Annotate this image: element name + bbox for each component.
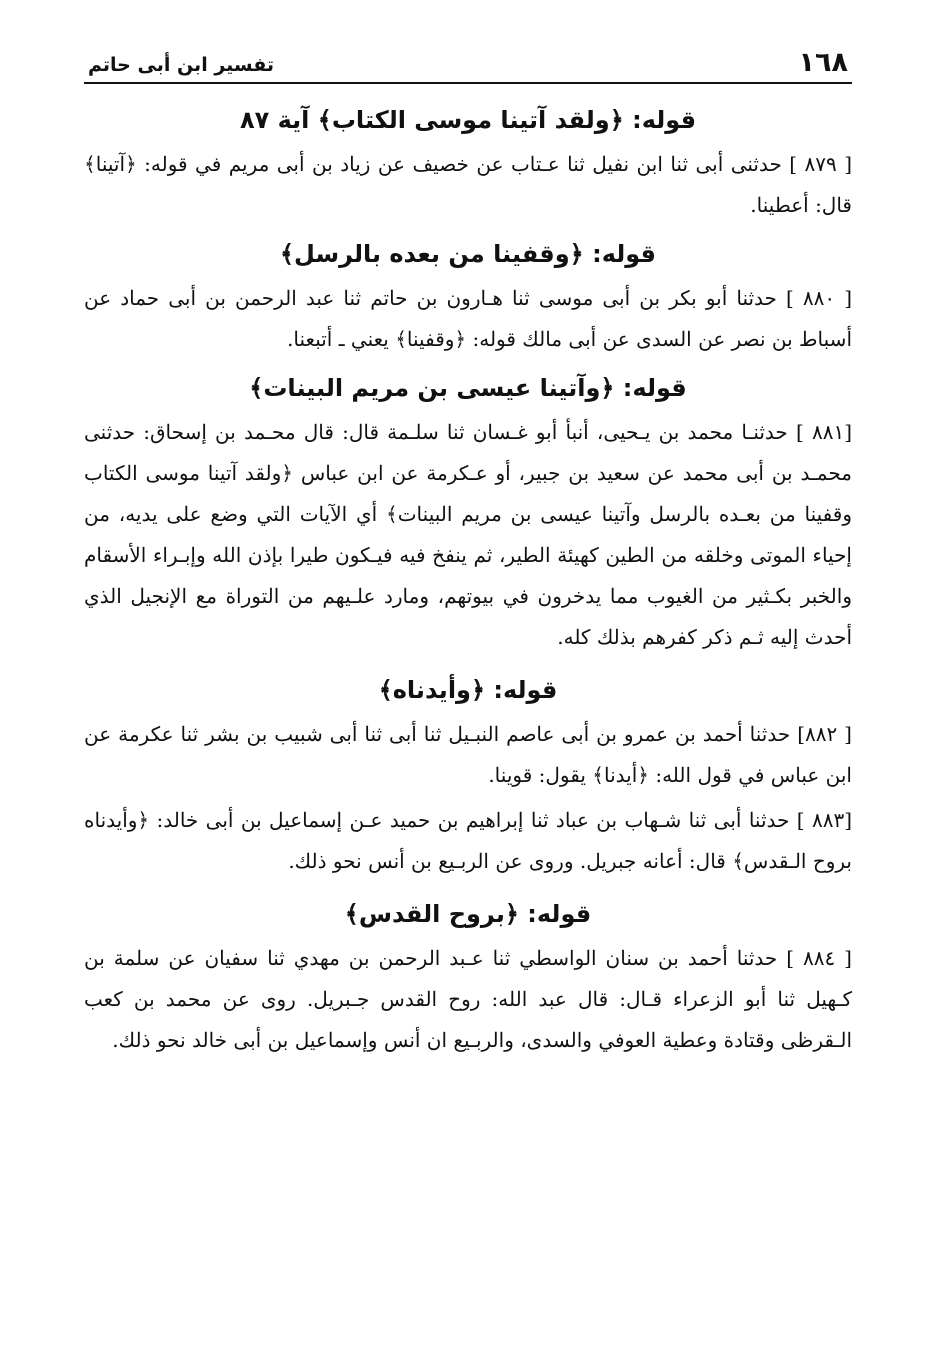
narration-text: حدثنا أحمد بن عمرو بن أبى عاصم النبـيل ثنا أبى ثنا أبى شبيب بن بشر ثنا عكرمة عن ابن عباس في قول الله: ﴿أيدنا﴾ يقول: قوينا. — [84, 722, 852, 787]
section-ruh-al-qudus — [84, 896, 852, 1061]
heading-quote: ﴿وقفينا من بعده بالرسل﴾ — [279, 240, 584, 268]
narration-884 — [84, 938, 852, 1061]
section-heading — [84, 236, 852, 272]
book-title: تفسير ابن أبى حاتم — [88, 54, 275, 76]
section-bayyinat — [84, 370, 852, 658]
heading-quote: ﴿وأيدناه﴾ — [378, 676, 486, 704]
narration-text: حدثنا أحمد بن سنان الواسطي ثنا عـبد الرحمن بن مهدي ثنا سفيان عن سلمة بن كـهيل ثنا أبو الزعراء قـال: قال عبد الله: روح القدس جـبريل. روى عن محمد بن كعب الـقرظى وقتادة وعطية العوفي والسدى، والربـيع ان أنس وإسماعيل بن أبى خالد نحو ذلك. — [84, 946, 852, 1052]
section-heading — [84, 896, 852, 932]
heading-suffix: آية ٨٧ — [239, 106, 318, 134]
heading-prefix: قوله: — [623, 106, 697, 134]
narration-number: [ ٨٨٢] — [797, 722, 852, 746]
section-heading — [84, 672, 852, 708]
heading-prefix: قوله: — [518, 900, 592, 928]
section-ayyadnahu — [84, 672, 852, 882]
narration-879 — [84, 144, 852, 226]
section-qaffayna — [84, 236, 852, 360]
narration-number: [٨٨٣ ] — [796, 808, 852, 832]
heading-quote: ﴿ولقد آتينا موسى الكتاب﴾ — [317, 106, 624, 134]
narration-number: [٨٨١ ] — [795, 420, 852, 444]
section-heading — [84, 370, 852, 406]
heading-prefix: قوله: — [614, 374, 687, 402]
heading-quote: ﴿وآتينا عيسى بن مريم البينات﴾ — [249, 374, 615, 402]
narration-text: حدثنا أبو بكر بن أبى موسى ثنا هـارون بن حاتم ثنا عبد الرحمن بن أبى حماد عن أسباط بن نصر عن السدى عن أبى مالك قوله: ﴿وقفينا﴾ يعني ـ أتبعنا. — [84, 286, 852, 351]
section-verse-87 — [84, 102, 852, 226]
narration-number: [ ٨٧٩ ] — [789, 152, 853, 176]
narration-882 — [84, 714, 852, 796]
heading-prefix: قوله: — [485, 676, 558, 704]
content — [84, 102, 852, 1061]
page-number: ١٦٨ — [798, 47, 848, 78]
narration-880 — [84, 278, 852, 360]
narration-number: [ ٨٨٤ ] — [786, 946, 852, 970]
section-heading — [84, 102, 852, 138]
narration-number: [ ٨٨٠ ] — [786, 286, 853, 310]
narration-text: حدثنى أبى ثنا ابن نفيل ثنا عـتاب عن خصيف عن زياد بن أبى مريم في قوله: ﴿آتينا﴾ قال: أعطينا. — [84, 152, 852, 217]
heading-prefix: قوله: — [583, 240, 657, 268]
narration-text: حدثنـا محمد بن يـحيى، أنبأ أبو غـسان ثنا سلـمة قال: قال محـمد بن إسحاق: حدثنى محمـد بن أبى محمد عن سعيد بن جبير، أو عـكرمة عن ابن عباس ﴿ولقد آتينا موسى الكتاب وقفينا من بعـده بالرسل وآتينا عيسى بن مريم البينات﴾ أي الآيات التي وضع على يديه، من إحياء الموتى وخلقه من الطين كهيئة الطير، ثم ينفخ فيه فيـكون طيرا بإذن الله وإبـراء الأسقام والخبر بكـثير من الغيوب مما يدخرون في بيوتهم، ومارد علـيهم من التوراة مع الإنجيل الذي أحدث إليه ثـم ذكر كفرهم بذلك كله. — [84, 420, 852, 649]
narration-881 — [84, 412, 852, 658]
narration-text: حدثنا أبى ثنا شـهاب بن عباد ثنا إبراهيم بن حميد عـن إسماعيل بن أبى خالد: ﴿وأيدناه بروح الـقدس﴾ قال: أعانه جبريل. وروى عن الربـيع بن أنس نحو ذلك. — [84, 808, 852, 873]
heading-quote: ﴿بروح القدس﴾ — [344, 900, 519, 928]
page — [84, 40, 852, 1065]
narration-883 — [84, 800, 852, 882]
running-header — [84, 40, 852, 84]
